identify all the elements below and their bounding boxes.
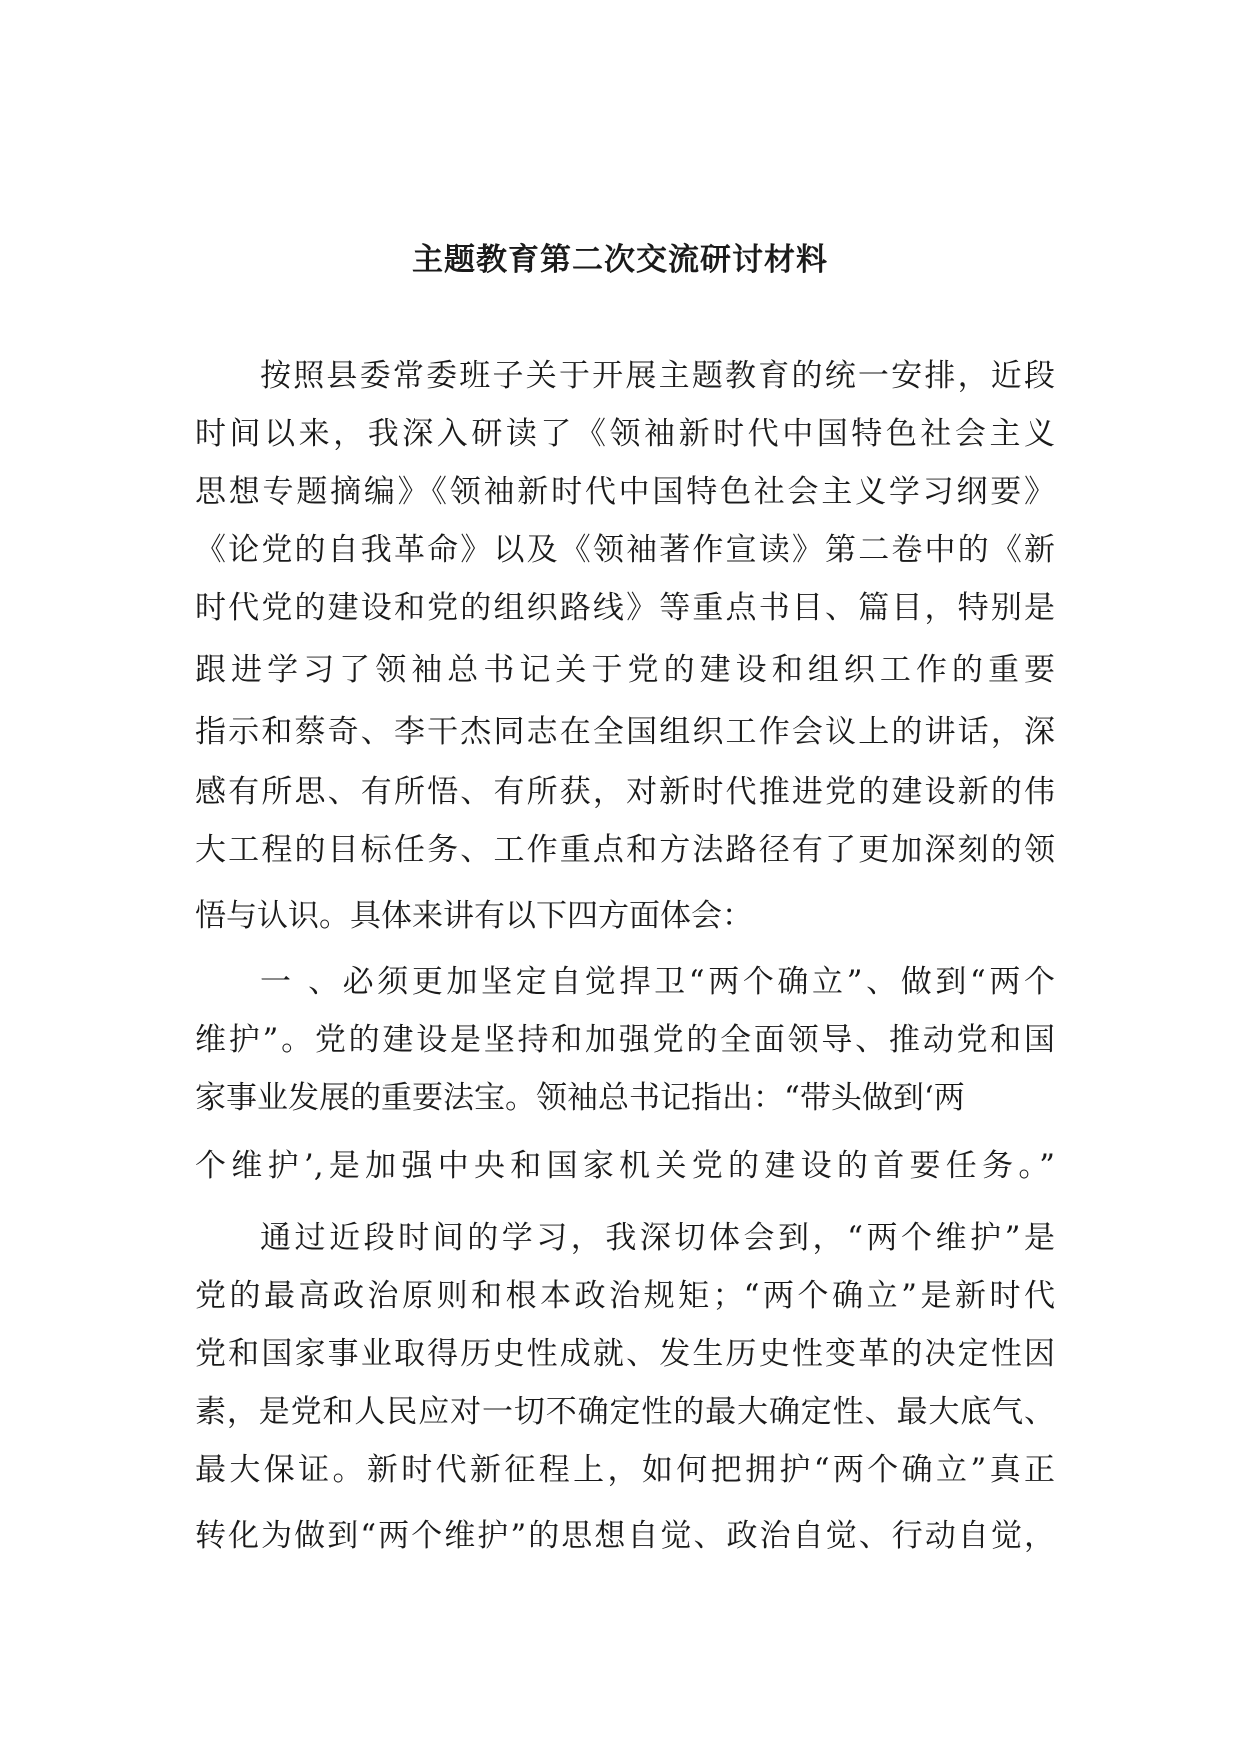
paragraph-1-line-9: 大工程的目标任务、工作重点和方法路径有了更加深刻的领 <box>195 832 1055 868</box>
paragraph-1-line-6: 跟进学习了领袖总书记关于党的建设和组织工作的重要 <box>195 652 1055 688</box>
paragraph-2-line-1: 一 、必须更加坚定自觉捍卫“两个确立”、做到“两个 <box>260 964 1055 1000</box>
paragraph-1-line-8: 感有所思、有所悟、有所获，对新时代推进党的建设新的伟 <box>195 774 1055 810</box>
paragraph-3-line-4: 素，是党和人民应对一切不确定性的最大确定性、最大底气、 <box>195 1394 1055 1430</box>
paragraph-2-line-3: 家事业发展的重要法宝。领袖总书记指出：“带头做到‘两 <box>195 1080 965 1116</box>
paragraph-3-line-3: 党和国家事业取得历史性成就、发生历史性变革的决定性因 <box>195 1336 1055 1372</box>
paragraph-1-line-7: 指示和蔡奇、李干杰同志在全国组织工作会议上的讲话，深 <box>195 714 1055 750</box>
paragraph-3-line-6: 转化为做到“两个维护”的思想自觉、政治自觉、行动自觉， <box>195 1518 1055 1554</box>
paragraph-3-line-2: 党的最高政治原则和根本政治规矩；“两个确立”是新时代 <box>195 1278 1055 1314</box>
paragraph-1-line-1: 按照县委常委班子关于开展主题教育的统一安排，近段 <box>260 358 1055 394</box>
paragraph-3-line-5: 最大保证。新时代新征程上，如何把拥护“两个确立”真正 <box>195 1452 1055 1488</box>
paragraph-1-line-2: 时间以来，我深入研读了《领袖新时代中国特色社会主义 <box>195 416 1055 452</box>
paragraph-1-line-4: 《论党的自我革命》以及《领袖著作宣读》第二卷中的《新 <box>195 532 1055 568</box>
paragraph-2-line-4: 个维护’,是加强中央和国家机关党的建设的首要任务。” <box>195 1148 1055 1184</box>
paragraph-1-line-10: 悟与认识。具体来讲有以下四方面体会： <box>195 898 753 934</box>
paragraph-1-line-3: 思想专题摘编》《领袖新时代中国特色社会主义学习纲要》 <box>195 474 1055 510</box>
paragraph-2-line-2: 维护”。党的建设是坚持和加强党的全面领导、推动党和国 <box>195 1022 1055 1058</box>
document-title: 主题教育第二次交流研讨材料 <box>412 242 828 278</box>
paragraph-1-line-5: 时代党的建设和党的组织路线》等重点书目、篇目，特别是 <box>195 590 1055 626</box>
paragraph-3-line-1: 通过近段时间的学习，我深切体会到，“两个维护”是 <box>260 1220 1055 1256</box>
